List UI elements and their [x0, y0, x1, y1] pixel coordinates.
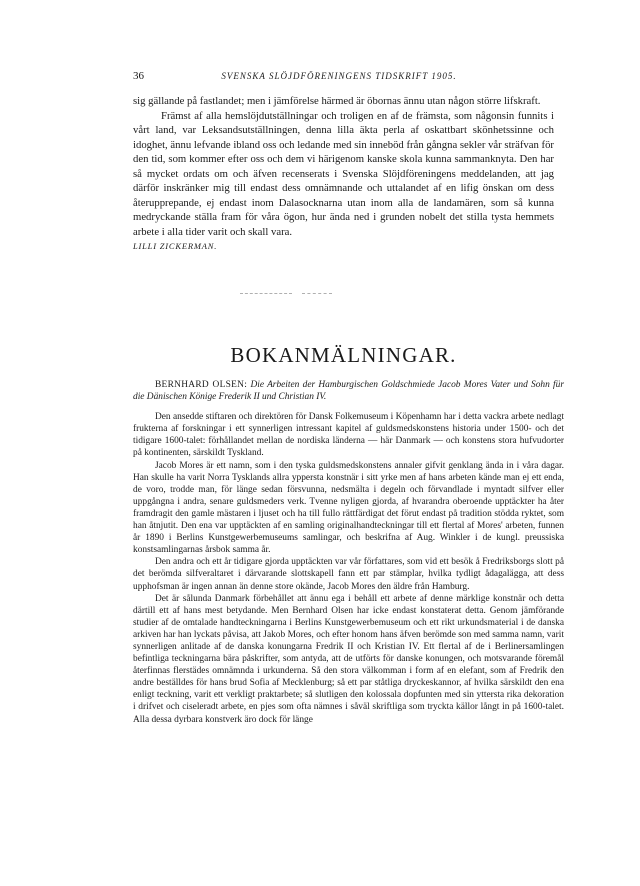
review-book-title: Die Arbeiten der Hamburgischen Goldschmiede Jacob Mores Vater und Sohn für die Dänischen Könige Frederik II und Christian IV. — [133, 380, 564, 403]
book-review — [133, 379, 564, 726]
article-paragraph-1: sig gällande på fastlandet; men i jämförelse härmed är öbornas ännu utan någon större lifskraft. — [133, 95, 541, 107]
author-signature: LILLI ZICKERMAN. — [133, 241, 218, 251]
review-paragraph-1: Den ansedde stiftaren och direktören för Dansk Folkemuseum i Köpenhamn har i detta vackra arbete nedlagt frukterna af forskningar i ett synnerligen intressant kapitel af guldsmedskonstens historia under 1500- och det tidigare 1600-talet: förhållandet mellan de nordiska länderna — här Danmark — och konstens stora hufvudorter på kontinenten, särskildt Tyskland. — [133, 412, 564, 459]
section-title: BOKANMÄLNINGAR. — [230, 343, 457, 367]
section-divider-2 — [302, 293, 332, 294]
journal-title: SVENSKA SLÖJDFÖRENINGENS TIDSKRIFT 1905. — [221, 71, 457, 81]
article-continuation — [133, 94, 554, 254]
article-paragraph-2: Främst af alla hemslöjdutställningar och troligen en af de främsta, som någonsin funnits i vårt land, var Leksandsutställningen, denna lilla äkta perla af oskattbart skönhetssinne och idoghet, ännu lefvande ibland oss och ledande med sin inneböd från gångna sekler vår sträfvan för den tid, som kommer efter oss och dem vi härigenom kanske skola kunna sammanknyta. Den har så mycket ordats om och äfven recenserats i Svenska Slöjdföreningens meddelanden, att jag därför inskränker mig till endast dess omnämnande och uttalandet af en lifig önskan om dess återupprepande, ej endast inom Dalasocknarna utan inom alla de landamären, som så kunna medryckande ställa fram för våra ögon, hur ända ned i grunden nobelt det stilla tysta hemmets arbete i alla tider varit och skall vara. — [133, 109, 554, 238]
review-paragraph-4: Det är sålunda Danmark förbehållet att ännu ega i behåll ett arbete af denne märklige konstnär och detta därtill ett af hans mest betydande. Men Bernhard Olsen har icke endast konstaterat detta. Genom jämförande studier af de omtalade handteckningarna i Berlins Kunstgewerbemuseum och ett rikt urkundsmaterial i de danska arkiven har han lyckats påvisa, att Jakob Mores, och efter honom hans äfven berömde son med samma namn, varit synnerligen anlitade af de danska konungarna Fredrik II och Kristian IV. Ett flertal af de i Berlinersamlingen befintliga teckningarna bära påskrifter, som antyda, att de utförts för danske konungen, och motsvarande föremål återfinnas flerstädes omnämnda i urkunderna. Så den stora välkomman i form af en elefant, som af Fredrik den andre beställdes för hans brud Sofia af Mecklenburg; så ett par ståtliga dryckeskannor, af hvilka särskildt den ena enligt teckning, varit ett verkligt praktarbete; så slutligen den kolossala dopfunten med sin yttersta rika dekoration i drifvet och ciseleradt arbete, en pjes som ofta nämnes i såväl skriftliga som tryckta källor långt in på 1600-talet. Alla dessa dyrbara konstverk äro dock för länge — [133, 593, 564, 725]
review-paragraph-2: Jacob Mores är ett namn, som i den tyska guldsmedskonstens annaler gifvit genklang ända in i våra dagar. Han skulle ha varit Norra Tysklands allra yppersta konstnär i sitt yrke men af hans arbeten kände man ej ett enda, de voro, trodde man, för länge sedan försvunna, nedsmälta i degeln och förvandlade i myntadt silfver eller uppgångna i andra, senare guldsmeders verk. Tvenne nyligen gjorda, af hvarandra oberoende upptäckter ha åter framdragit den gamle mästaren i ljuset och ha till fullo rättfärdigat det förut endast på tradition stödda ryktet, som han åtnjutit. Den ena var upptäckten af en samling originalhandteckningar till ett flertal af Mores' arbeten, funnen år 1890 i Berlins Kunstgewerbemuseums samlingar, och beskrifna af Aug. Winkler i de kungl. preussiska konstsamlingarnas årsbok samma år. — [133, 460, 564, 556]
review-author: BERNHARD OLSEN: — [155, 380, 248, 390]
page-number: 36 — [133, 70, 144, 82]
running-head — [133, 70, 545, 84]
review-citation — [133, 379, 564, 403]
review-paragraph-3: Den andra och ett år tidigare gjorda upptäckten var vår författares, som vid ett besök å Fredriksborgs slott på det berömda silfveraltaret i därvarande slottskapell fann ett par stämplar, hvilka tydligt ådagalägga, att dess upphofsman är ingen annan än denne store okände, Jacob Mores den äldre från Hamburg. — [133, 557, 564, 592]
section-divider — [240, 293, 292, 294]
